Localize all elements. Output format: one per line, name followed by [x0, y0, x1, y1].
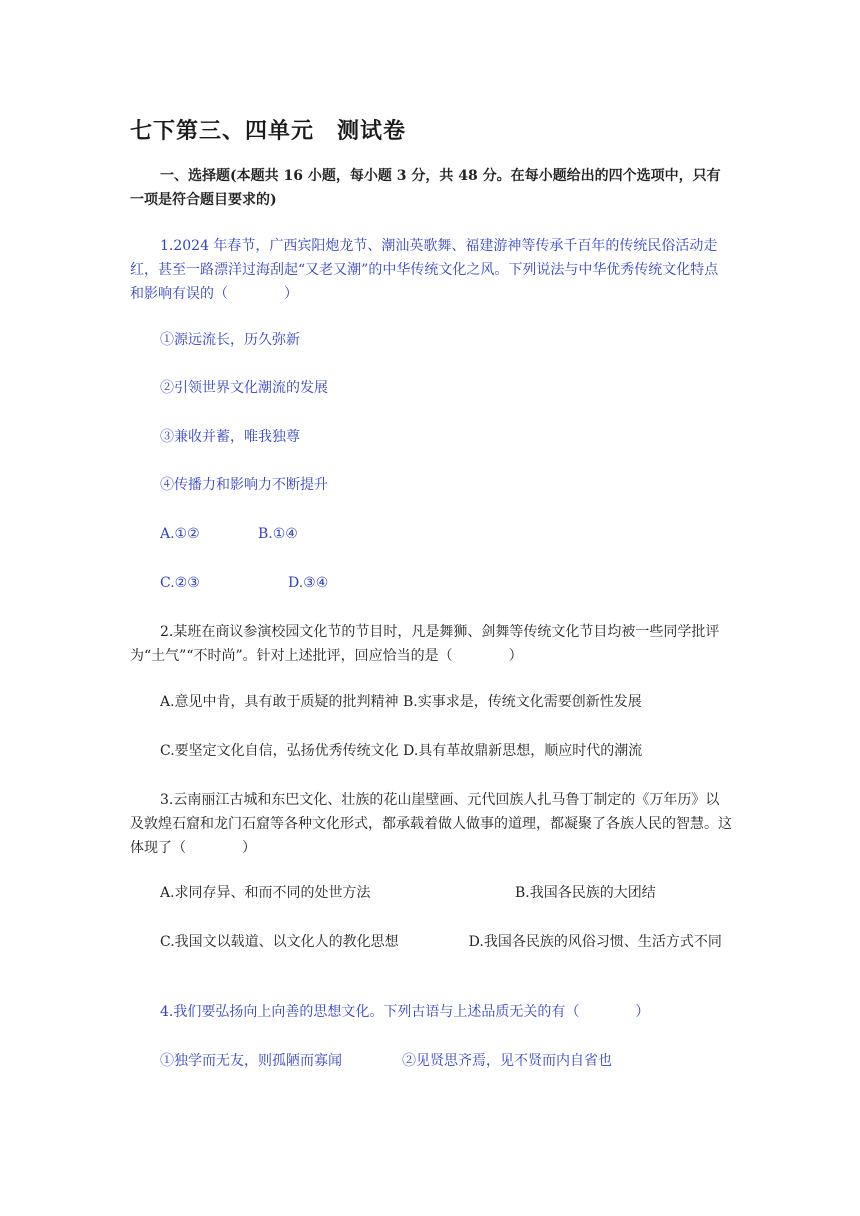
question-1-option-d: D.③④ [288, 575, 329, 591]
question-2-stem: 2.某班在商议参演校园文化节的节目时，凡是舞狮、剑舞等传统文化节目均被一些同学批评为“土气”“不时尚”。针对上述批评，回应恰当的是（ ） [130, 624, 720, 664]
question-3-option-a: A.求同存异、和而不同的处世方法 [160, 885, 371, 901]
question-3-option-b: B.我国各民族的大团结 [515, 885, 656, 901]
question-1-statement-3: ③兼收并蓄，唯我独尊 [160, 429, 300, 445]
question-4-stem: 4.我们要弘扬向上向善的思想文化。下列古语与上述品质无关的有（ ） [160, 1004, 650, 1020]
question-1-statement-4: ④传播力和影响力不断提升 [160, 477, 328, 493]
section-heading: 一、选择题(本题共 16 小题，每小题 3 分，共 48 分。在每小题给出的四个选项中，只有一项是符合题目要求的) [130, 168, 721, 208]
question-1-statement-1: ①源远流长，历久弥新 [160, 332, 300, 348]
question-3-options-cd: C.我国文以载道、以文化人的教化思想 D.我国各民族的风俗习惯、生活方式不同 [160, 934, 722, 950]
question-1-option-c: C.②③ [160, 575, 200, 591]
question-4-statement-1: ①独学而无友，则孤陋而寡闻 [160, 1053, 342, 1069]
question-2-options-cd: C.要坚定文化自信，弘扬优秀传统文化 D.具有革故鼎新思想，顺应时代的潮流 [160, 743, 643, 759]
question-4-statement-2: ②见贤思齐焉，见不贤而内自省也 [402, 1053, 612, 1069]
question-1-option-b: B.①④ [258, 526, 298, 542]
question-3-stem: 3.云南丽江古城和东巴文化、壮族的花山崖壁画、元代回族人扎马鲁丁制定的《万年历》以及敦煌石窟和龙门石窟等各种文化形式，都承载着做人做事的道理，都凝聚了各族人民的智慧。这体现了（ ） [130, 792, 732, 856]
page-title: 七下第三、四单元 测试卷 [130, 119, 407, 144]
question-1-stem: 1.2024 年春节，广西宾阳炮龙节、潮汕英歌舞、福建游神等传承千百年的传统民俗活动走红，甚至一路漂洋过海刮起“又老又潮”的中华传统文化之风。下列说法与中华优秀传统文化特点和影响有误的（ ） [130, 238, 719, 302]
question-2-options-ab: A.意见中肯，具有敢于质疑的批判精神 B.实事求是，传统文化需要创新性发展 [160, 694, 642, 710]
question-1-option-a: A.①② [160, 526, 200, 542]
question-1-statement-2: ②引领世界文化潮流的发展 [160, 380, 328, 396]
